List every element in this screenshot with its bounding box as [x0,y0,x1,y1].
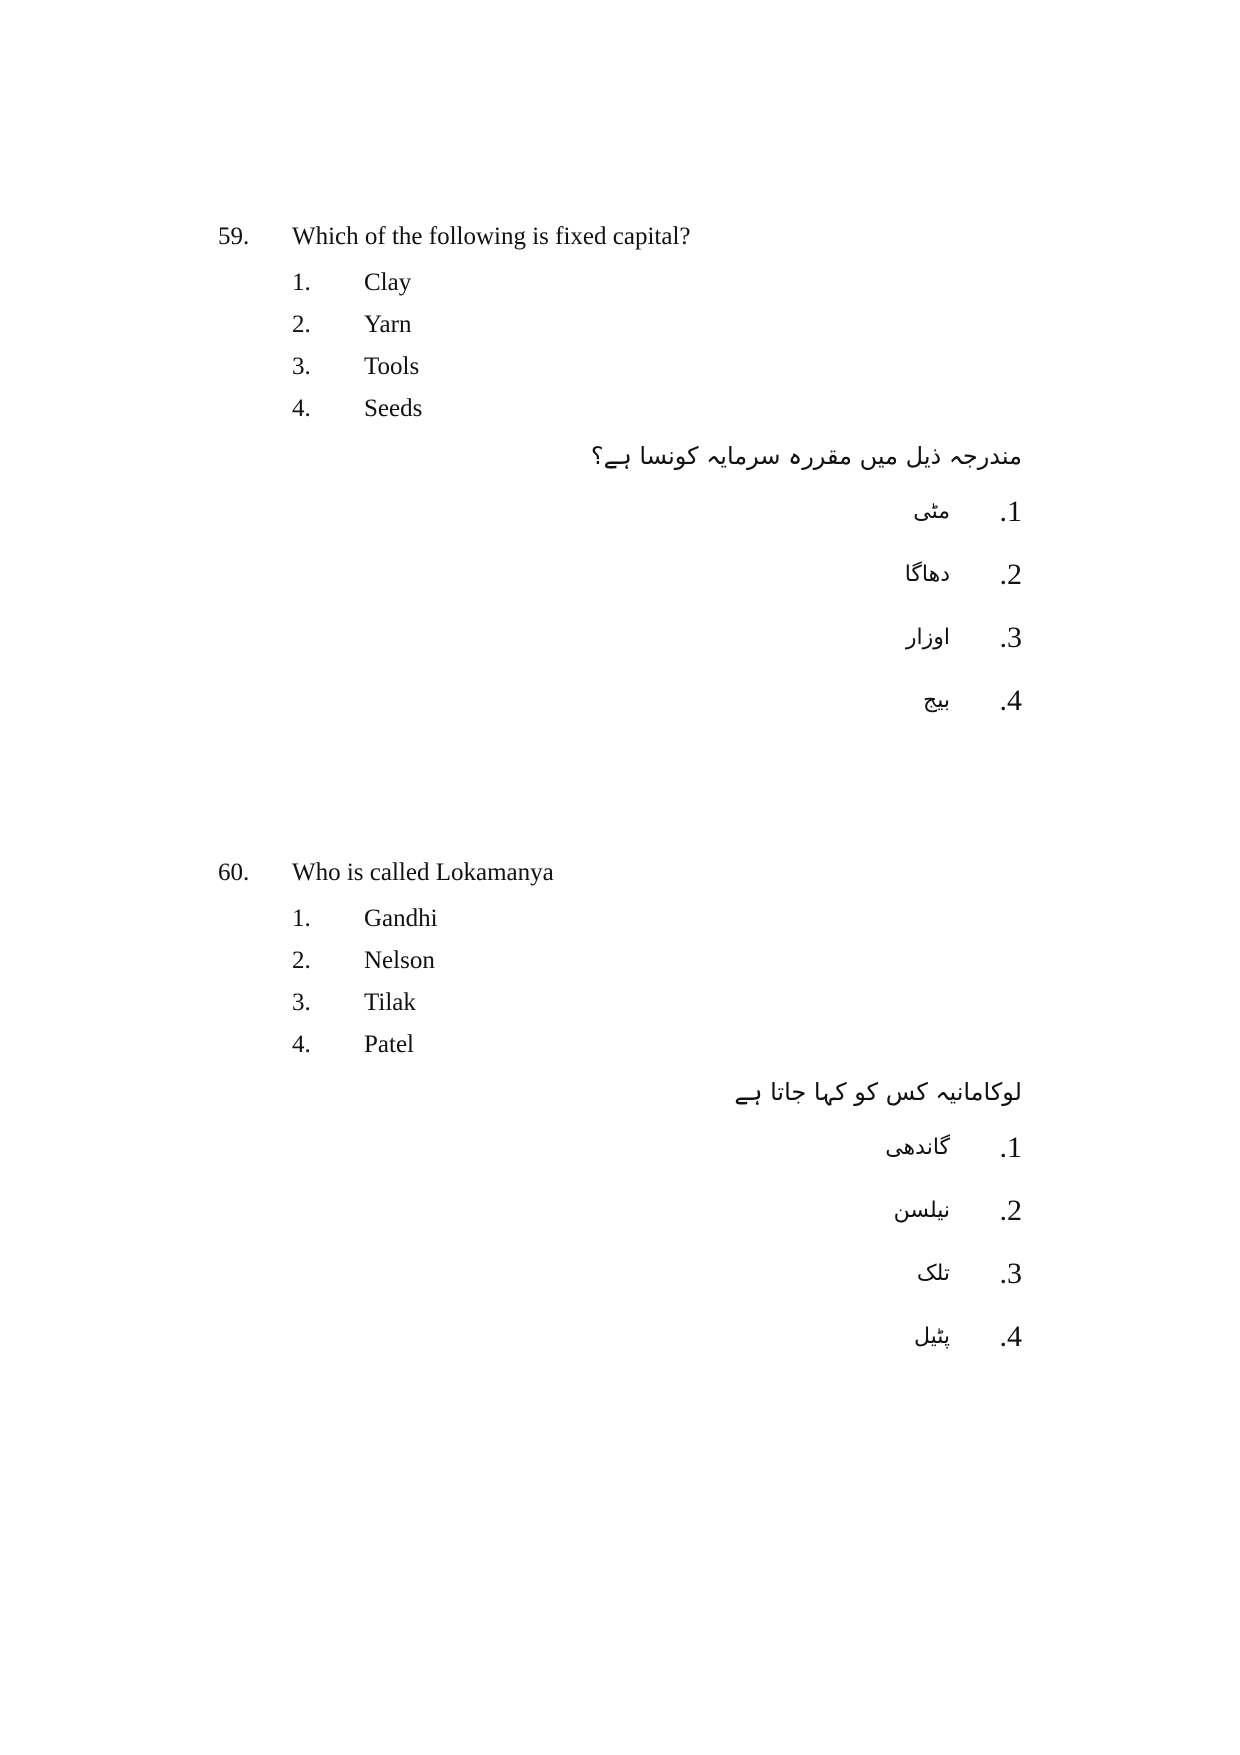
urdu-option-number: .2 [999,558,1022,591]
urdu-question-text: لوکامانیہ کس کو کہا جاتا ہے [734,1078,1022,1106]
question-text: Who is called Lokamanya [292,859,554,886]
urdu-option-text: تلک [916,1261,950,1286]
urdu-option-item [422,492,1022,555]
question-number: 59. [218,223,250,250]
question-59 [0,220,1240,717]
urdu-options [422,1128,1022,1380]
option-item [0,986,700,1028]
urdu-option-text: مٹی [913,499,950,524]
urdu-option-number: .2 [999,1194,1022,1227]
option-item [0,944,700,986]
option-item [0,902,700,944]
option-text: Clay [364,269,412,296]
urdu-option-item [422,681,1022,744]
urdu-option-number: .3 [999,1257,1022,1290]
question-number: 60. [218,859,250,886]
option-number: 4. [292,395,311,422]
option-text: Nelson [364,947,435,974]
urdu-option-text: گاندھی [885,1135,950,1160]
option-number: 2. [292,947,311,974]
option-text: Tilak [364,989,416,1016]
urdu-option-item [422,1128,1022,1191]
option-item [0,392,700,434]
urdu-option-number: .3 [999,621,1022,654]
option-text: Gandhi [364,905,438,932]
urdu-option-number: .4 [999,684,1022,717]
urdu-option-text: نیلسن [893,1198,950,1223]
urdu-option-item [422,555,1022,618]
option-text: Patel [364,1031,414,1058]
option-item [0,308,700,350]
urdu-block [422,1074,1022,1380]
urdu-question-text: مندرجہ ذیل میں مقررہ سرمایہ کونسا ہے؟ [590,442,1022,470]
urdu-option-text: پٹیل [913,1324,950,1349]
option-item [0,1028,700,1070]
urdu-block [422,438,1022,744]
option-text: Yarn [364,311,412,338]
option-number: 1. [292,905,311,932]
urdu-option-item [422,1191,1022,1254]
option-text: Seeds [364,395,423,422]
urdu-option-number: .1 [999,495,1022,528]
urdu-option-number: .4 [999,1320,1022,1353]
urdu-option-number: .1 [999,1131,1022,1164]
option-text: Tools [364,353,420,380]
option-number: 3. [292,989,311,1016]
urdu-options [422,492,1022,744]
urdu-option-text: اوزار [905,625,950,650]
english-options [0,902,700,1070]
question-header [0,856,1240,890]
urdu-option-text: دھاگا [904,562,950,587]
option-number: 1. [292,269,311,296]
question-60 [0,856,1240,1353]
question-header [0,220,1240,254]
option-item [0,350,700,392]
option-number: 4. [292,1031,311,1058]
urdu-option-text: بیج [923,688,950,713]
question-text: Which of the following is fixed capital? [292,223,691,250]
option-number: 3. [292,353,311,380]
english-options [0,266,700,434]
urdu-option-item [422,618,1022,681]
urdu-option-item [422,1254,1022,1317]
option-number: 2. [292,311,311,338]
urdu-option-item [422,1317,1022,1380]
option-item [0,266,700,308]
